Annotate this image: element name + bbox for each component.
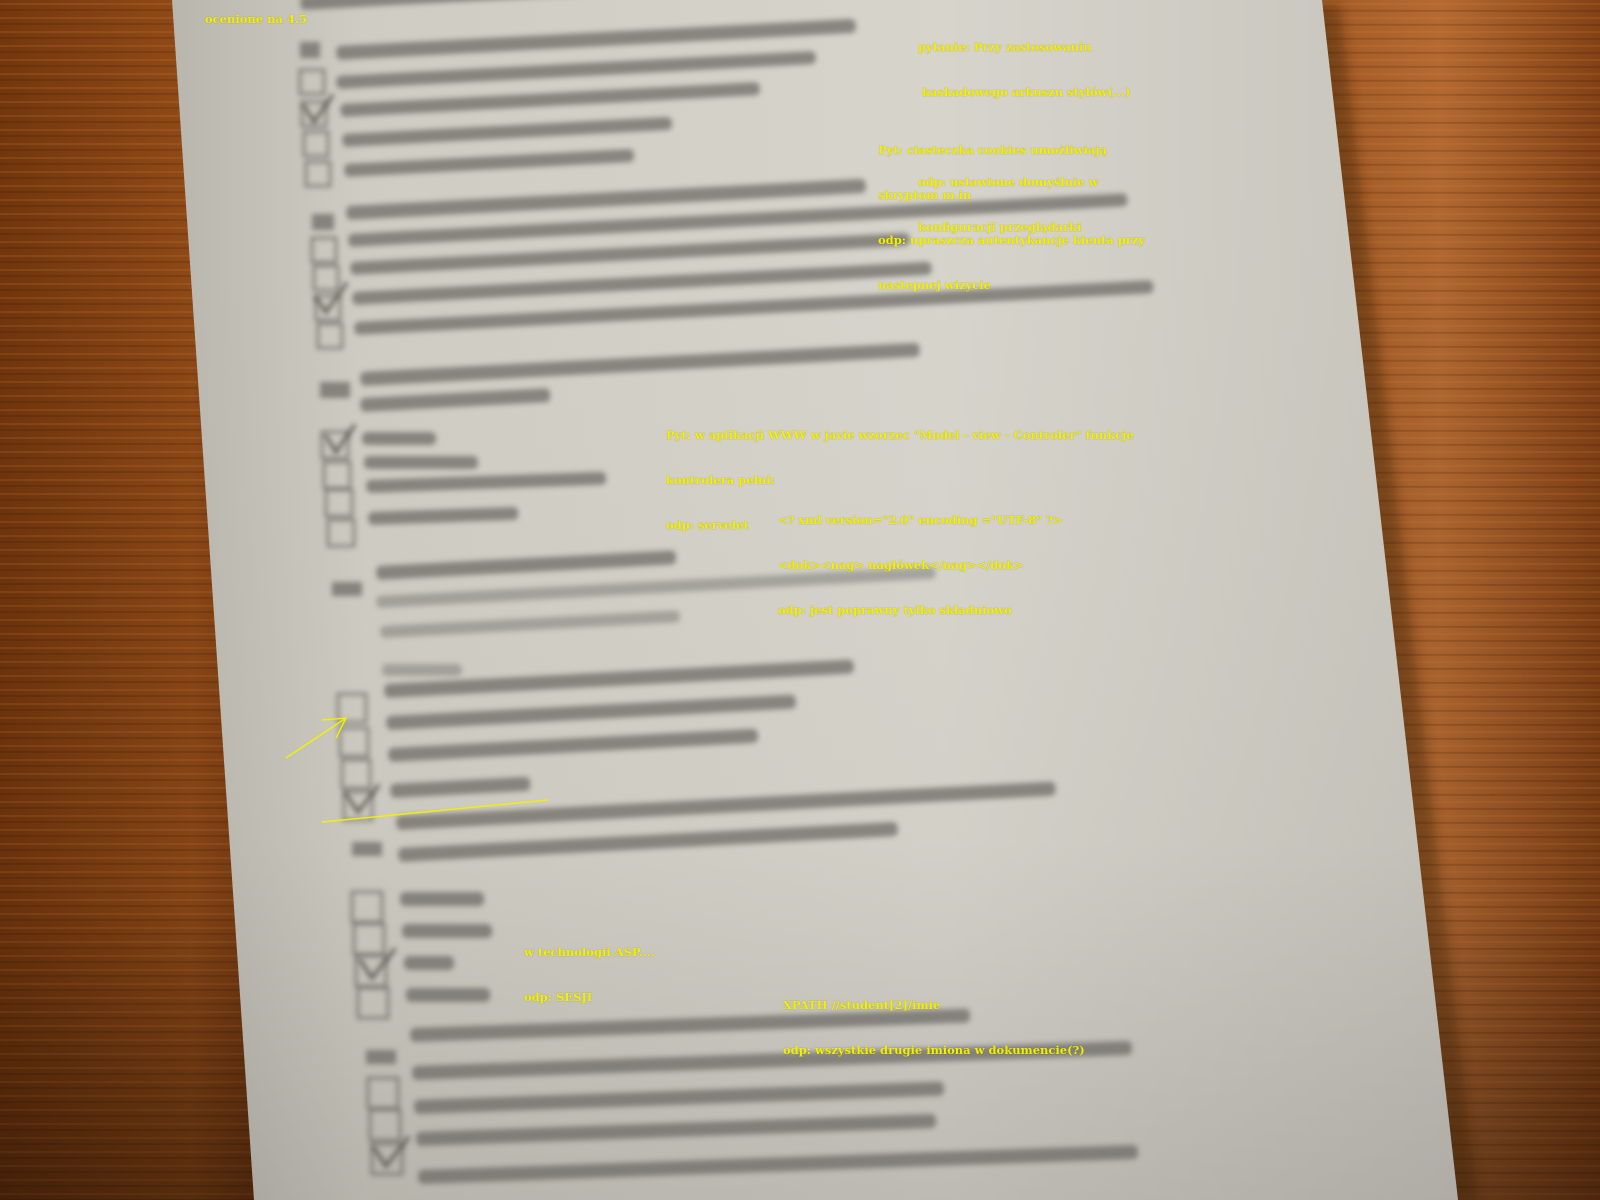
note-line: pytanie: Przy zastosowaniu xyxy=(918,40,1092,54)
note-line: kontrolera pełni: xyxy=(666,473,775,487)
note-line: Pyt: w aplikacji WWW w javie wzorzec "Model - view - Controler" funkcje xyxy=(666,428,1134,442)
note-line: w technologii ASP.... xyxy=(524,945,655,959)
note-line: <dok><nag> nagłówek</nag></dok> xyxy=(778,558,1024,572)
note-answer: odp: servelet xyxy=(666,518,749,532)
note-line: skryptom m.in xyxy=(878,188,972,202)
note-answer: odp: upraszcza autentykancje kienta przy xyxy=(878,233,1146,247)
note-answer: konfiguracji przeglądarki xyxy=(918,220,1082,234)
note-answer: odp: jest poprawny tylko składniowo xyxy=(778,603,1012,617)
grade-note: ocenione na 4.5 xyxy=(205,12,307,26)
note-answer: odp: ustawione domyślnie w xyxy=(918,175,1099,189)
note-line: kaskadowego arkuszu stylów(...) xyxy=(918,85,1131,99)
note-line: Pyt: ciasteczka cookies umożliwiają xyxy=(878,143,1108,157)
note-answer: odp: SESJI xyxy=(524,990,593,1004)
note-line: <? xml version="2.0" encoding ="UTF-8" ?> xyxy=(778,513,1063,527)
note-answer: odp: wszystkie drugie imiona w dokumencie(?) xyxy=(783,1043,1085,1057)
note-line: XPATH //student[2]/imie xyxy=(783,998,941,1012)
note-answer: nastepnej wizycie xyxy=(878,278,991,292)
